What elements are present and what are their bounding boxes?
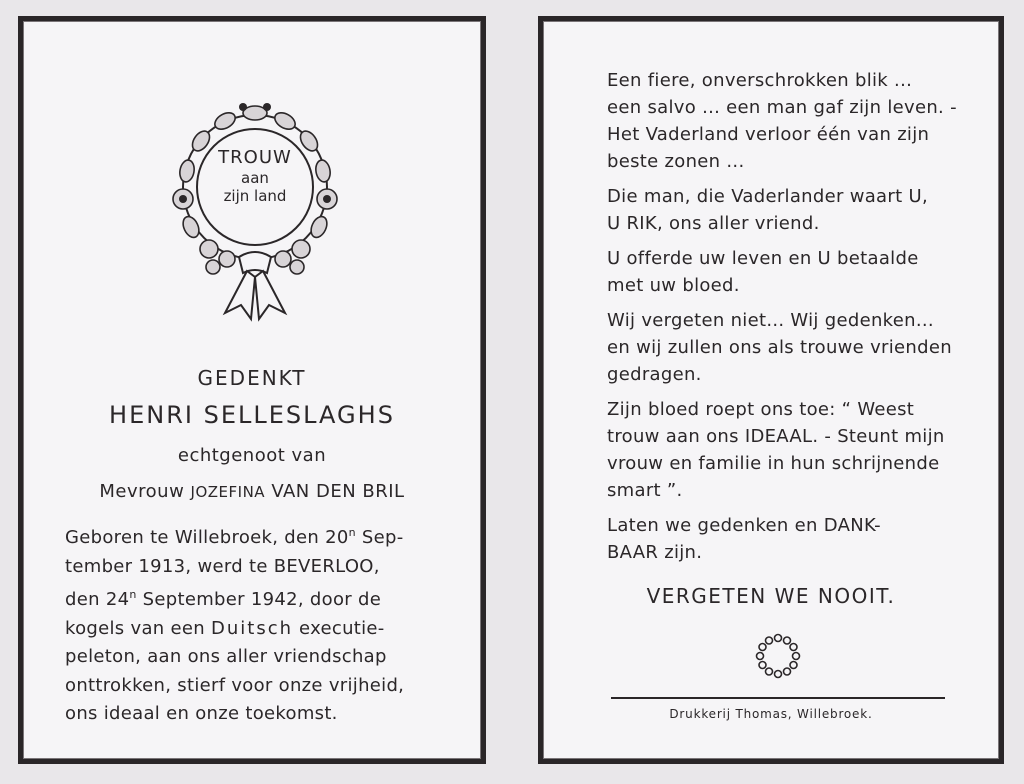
poem-stanza: Zijn bloed roept ons toe: “ Weest trouw aan ons IDEAAL. - Steunt mijn vrouw en familie in hun schrijnende smart ”. <box>607 399 945 501</box>
right-poem-panel <box>538 16 1004 764</box>
bio-line: tember 1913, werd te BEVERLOO, <box>65 555 380 577</box>
laurel-wreath-icon <box>155 87 355 327</box>
bio-line: Geboren te Willebroek, den 20$^n$ Sep- <box>65 526 404 548</box>
wreath-line-trouw: TROUW <box>218 147 292 168</box>
deceased-name: HENRI SELLESLAGHS <box>109 401 395 429</box>
poem-text <box>585 67 965 574</box>
bio-line: peleton, aan ons aller vriendschap <box>65 646 387 667</box>
poem-stanza: Laten we gedenken en DANK- BAAR zijn. <box>607 515 881 563</box>
spouse-title: Mevrouw <box>99 481 185 502</box>
poem-stanza: Wij vergeten niet... Wij gedenken... en wij zullen ons als trouwe vrienden gedragen. <box>607 310 952 385</box>
bio-line: kogels van een Duitsch executie- <box>65 617 385 639</box>
heading-gedenkt: GEDENKT <box>197 366 307 390</box>
wreath-line-zijn-land: zijn land <box>223 186 287 205</box>
printer-credit: Drukkerij Thomas, Willebroek. <box>669 707 873 721</box>
poem-stanza: Een fiere, onverschrokken blik ... een salvo ... een man gaf zijn leven. - Het Vaderland verloor één van zijn beste zonen ... <box>607 70 957 172</box>
spouse-first-name: JOZEFINA <box>190 483 266 501</box>
spouse-name <box>23 481 481 502</box>
bio-line: ons ideaal en onze toekomst. <box>65 703 338 724</box>
divider-line <box>611 697 945 699</box>
poem-stanza: U offerde uw leven en U betaalde met uw bloed. <box>607 248 919 296</box>
bio-line: onttrokken, stierf voor onze vrijheid, <box>65 674 405 696</box>
closing-line: VERGETEN WE NOOIT. <box>646 584 896 608</box>
poem-stanza: Die man, die Vaderlander waart U, U RIK, ons aller vriend. <box>607 186 928 234</box>
biography-text <box>65 519 455 729</box>
wreath-line-aan: aan <box>241 168 269 187</box>
left-memorial-panel <box>18 16 486 764</box>
bio-line: den 24$^n$ September 1942, door de <box>65 588 382 610</box>
flower-ornament-icon <box>753 631 803 681</box>
spouse-last-name: VAN DEN BRIL <box>271 481 405 502</box>
spouse-intro: echtgenoot van <box>177 445 327 466</box>
wreath-inscription <box>155 147 355 205</box>
